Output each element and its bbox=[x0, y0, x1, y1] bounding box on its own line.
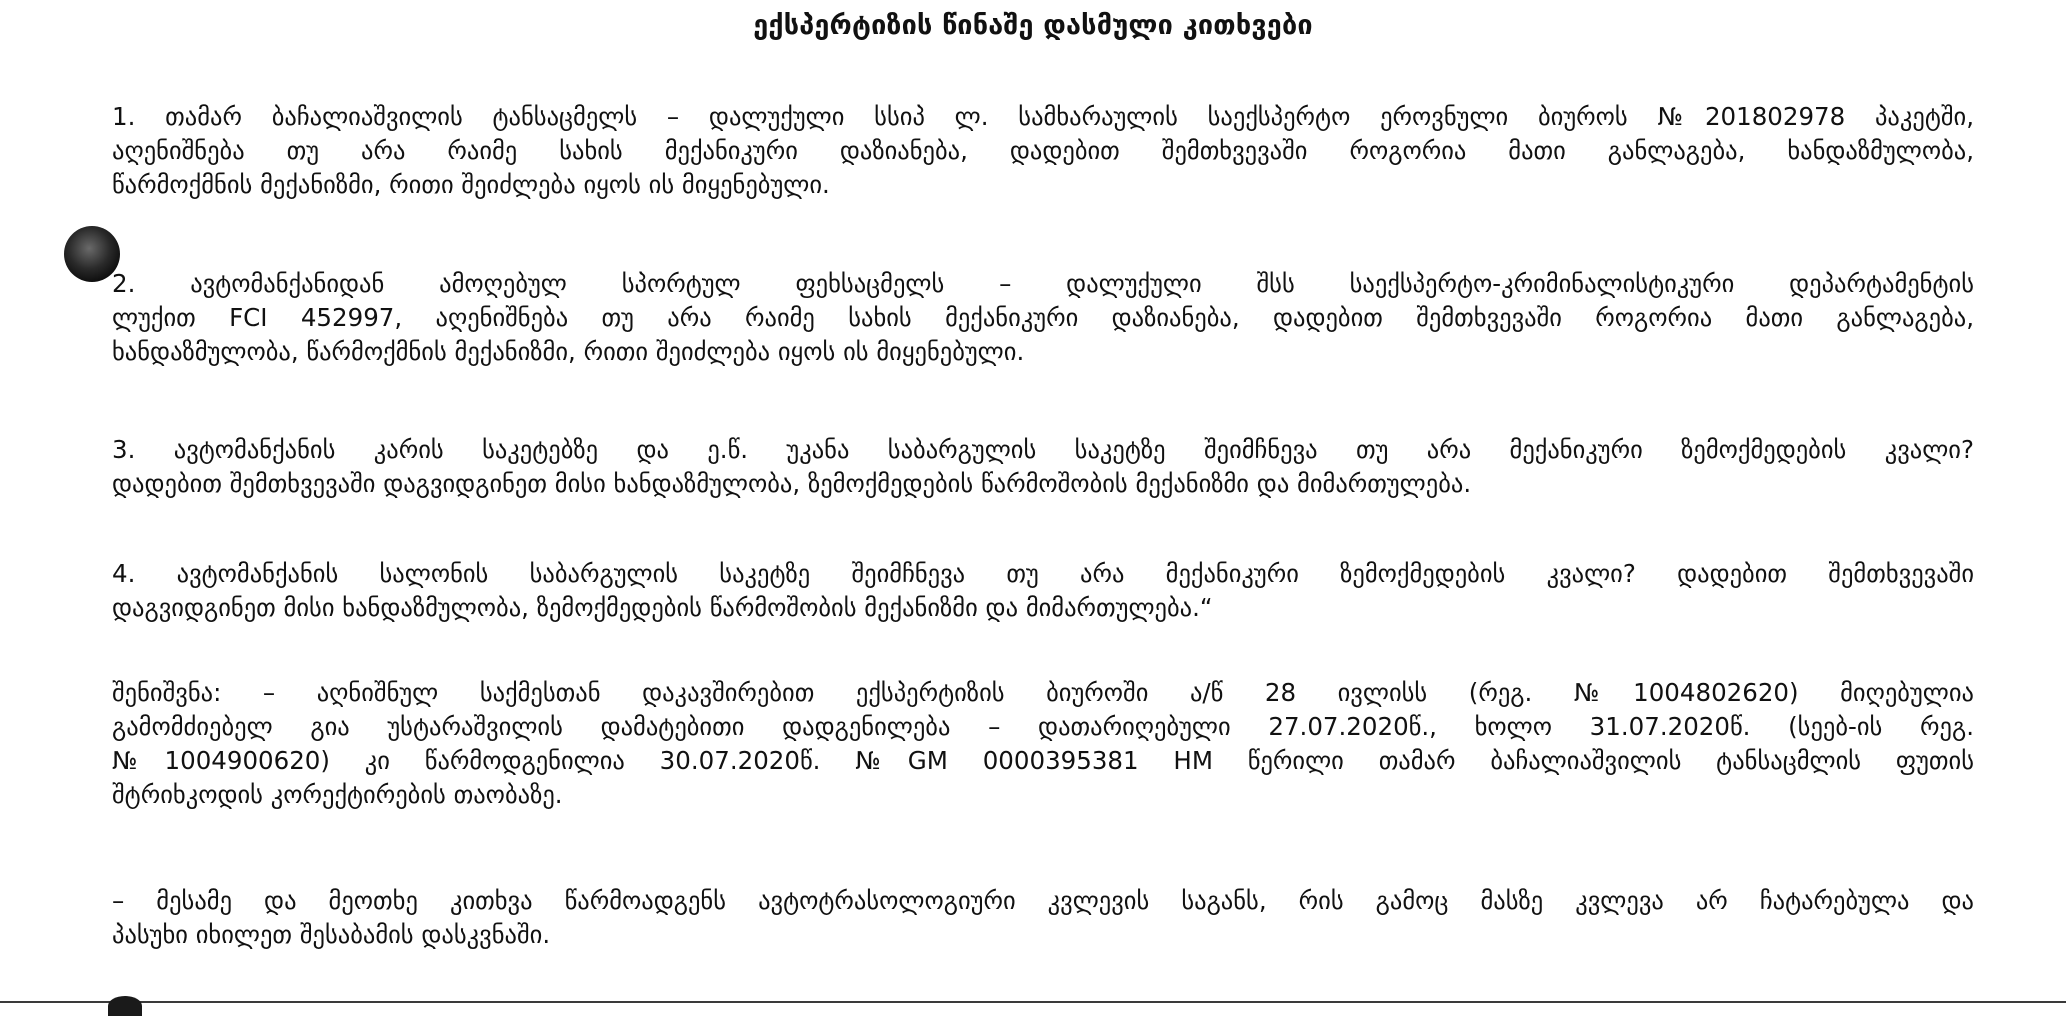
question-3-line-1: 3. ავტომანქანის კარის საკეტებზე და ე.წ. უკანა საბარგულის საკეტზე შეიმჩნევა თუ არა მექანიკური ზემოქმედების კვალი? bbox=[112, 435, 1974, 464]
question-4-line-1: 4. ავტომანქანის სალონის საბარგულის საკეტზე შეიმჩნევა თუ არა მექანიკური ზემოქმედების კვალი? დადებით შემთხვევაში bbox=[112, 559, 1974, 588]
bottom-hole-punch-mark bbox=[108, 996, 142, 1016]
question-1-line-2: აღენიშნება თუ არა რაიმე სახის მექანიკური დაზიანება, დადებით შემთხვევაში როგორია მათი განლაგება, ხანდაზმულობა, bbox=[112, 136, 1974, 165]
question-4 bbox=[112, 557, 1974, 625]
question-4-line-2: დაგვიდგინეთ მისი ხანდაზმულობა, ზემოქმედების წარმოშობის მექანიზმი და მიმართულება.“ bbox=[112, 593, 1213, 622]
page-bottom-edge bbox=[0, 1001, 2066, 1003]
question-2 bbox=[112, 267, 1974, 369]
document-title: ექსპერტიზის წინაშე დასმული კითხვები bbox=[753, 10, 1313, 41]
question-2-line-2: ლუქით FCI 452997, აღენიშნება თუ არა რაიმე სახის მექანიკური დაზიანება, დადებით შემთხვევაში როგორია მათი განლაგება, bbox=[112, 303, 1974, 332]
note-line-2: გამომძიებელ გია უსტარაშვილის დამატებითი დადგენილება – დათარიღებული 27.07.2020წ., ხოლო 31.07.2020წ. (სეებ-ის რეგ. bbox=[112, 712, 1974, 741]
question-2-line-3: ხანდაზმულობა, წარმოქმნის მექანიზმი, რითი შეიძლება იყოს ის მიყენებული. bbox=[112, 337, 1025, 366]
question-3-line-2: დადებით შემთხვევაში დაგვიდგინეთ მისი ხანდაზმულობა, ზემოქმედების წარმოშობის მექანიზმი და მიმართულება. bbox=[112, 469, 1472, 498]
note-line-3: №1004900620) კი წარმოდგენილია 30.07.2020წ. №GM 0000395381 HM წერილი თამარ ბაჩალიაშვილის ტანსაცმლის ფუთის bbox=[112, 746, 1974, 775]
question-1 bbox=[112, 100, 1974, 202]
remark-line-2: პასუხი იხილეთ შესაბამის დასკვნაში. bbox=[112, 920, 551, 949]
note-line-1: შენიშვნა: – აღნიშნულ საქმესთან დაკავშირებით ექსპერტიზის ბიუროში ა/წ 28 ივლისს (რეგ. №1004802620) მიღებულია bbox=[112, 678, 1974, 707]
remark-line-1: – მესამე და მეოთხე კითხვა წარმოადგენს ავტოტრასოლოგიური კვლევის საგანს, რის გამოც მასზე კვლევა არ ჩატარებულა და bbox=[112, 886, 1974, 915]
question-2-line-1: 2. ავტომანქანიდან ამოღებულ სპორტულ ფეხსაცმელს – დალუქული შსს საექსპერტო-კრიმინალისტიკური დეპარტამენტის bbox=[112, 269, 1974, 298]
question-1-line-1: 1. თამარ ბაჩალიაშვილის ტანსაცმელს – დალუქული სსიპ ლ. სამხარაულის საექსპერტო ეროვნული ბიუროს №201802978 პაკეტში, bbox=[112, 102, 1974, 131]
note-paragraph bbox=[112, 676, 1974, 812]
note-line-4: შტრიხკოდის კორექტირების თაობაზე. bbox=[112, 780, 563, 809]
question-1-line-3: წარმოქმნის მექანიზმი, რითი შეიძლება იყოს ის მიყენებული. bbox=[112, 170, 830, 199]
question-3 bbox=[112, 433, 1974, 501]
remark-paragraph bbox=[112, 884, 1974, 952]
